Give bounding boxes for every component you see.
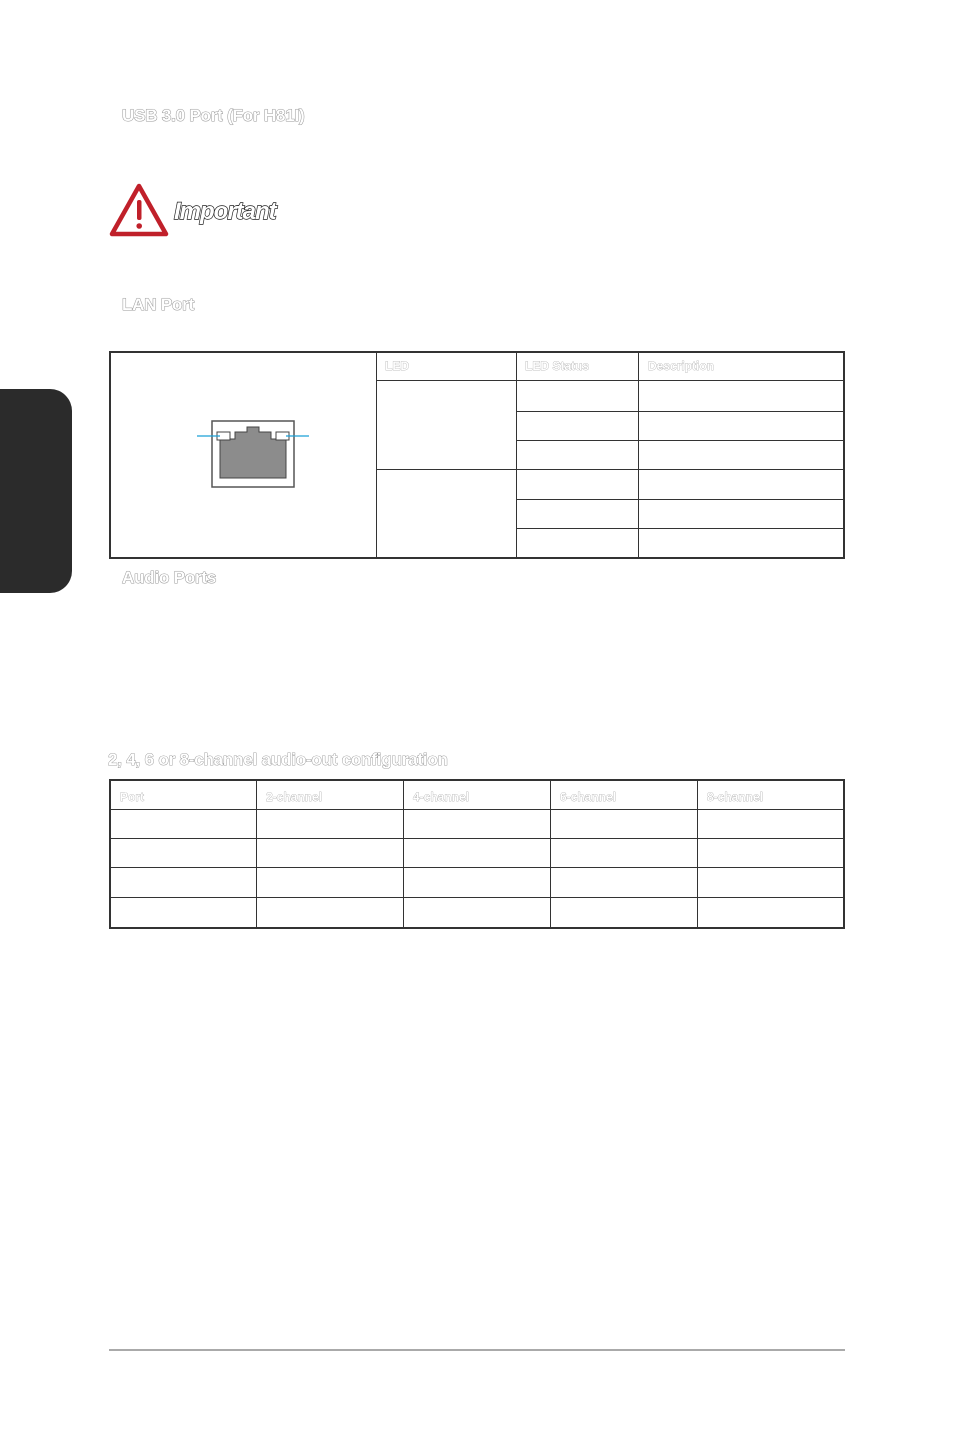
audio-row-divider: [111, 838, 843, 839]
lan-row-divider: [377, 380, 843, 381]
lan-port-diagram-cell: [111, 353, 377, 557]
audio-row-divider: [111, 897, 843, 898]
chapter-side-tab: [0, 389, 72, 593]
audio-header-port: Port: [120, 790, 144, 804]
audio-col-divider: [403, 781, 404, 927]
lan-led-grid: [377, 353, 843, 557]
lan-section-title: LAN Port: [122, 295, 195, 314]
audio-row-divider: [111, 867, 843, 868]
lan-led-table: [109, 351, 845, 559]
audio-header-8ch: 8-channel: [707, 790, 764, 804]
lan-row-divider: [516, 440, 843, 441]
audio-col-divider: [256, 781, 257, 927]
audio-config-table: [109, 779, 845, 929]
audio-section-title: Audio Ports: [122, 568, 217, 587]
lan-row-divider: [377, 469, 843, 470]
lan-row-divider: [516, 499, 843, 500]
footer-rule: [109, 1349, 845, 1351]
lan-header-led: LED: [385, 359, 409, 373]
important-label: Important: [174, 198, 276, 225]
lan-header-led-status: LED Status: [525, 359, 590, 373]
lan-col-divider: [516, 353, 517, 557]
lan-row-divider: [516, 528, 843, 529]
audio-header-6ch: 6-channel: [560, 790, 617, 804]
lan-header-description: Description: [648, 359, 715, 373]
lan-port-icon: [193, 419, 313, 491]
lan-col-divider: [638, 353, 639, 557]
audio-row-divider: [111, 809, 843, 810]
audio-header-4ch: 4-channel: [413, 790, 470, 804]
lan-row-divider: [516, 411, 843, 412]
audio-header-2ch: 2-channel: [266, 790, 323, 804]
warning-triangle-icon: [108, 182, 170, 238]
audio-col-divider: [550, 781, 551, 927]
audio-config-title: 2, 4, 6 or 8-channel audio-out configuration: [108, 750, 448, 769]
usb-section-title: USB 3.0 Port (For H81I): [122, 106, 305, 125]
audio-col-divider: [697, 781, 698, 927]
